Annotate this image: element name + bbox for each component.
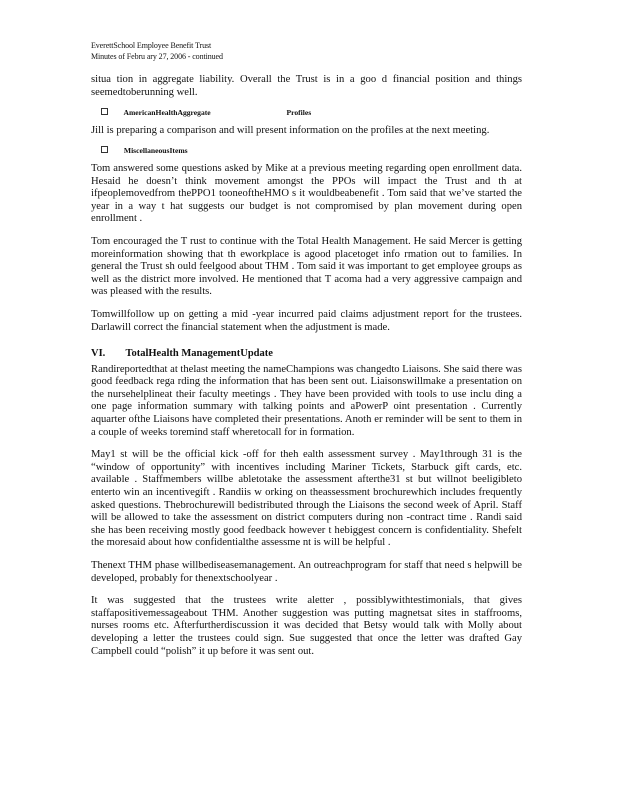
checkbox-bullet-icon [101,146,108,153]
paragraph-profiles: Jill is preparing a comparison and will present information on the profiles at the next meeting. [91,124,490,136]
paragraph-open-enrollment: Tom answered some questions asked by Mike at a previous meeting regarding open enrollment data. Hesaid he doesn’t think movement amongst the PPOs will impact the Trust and th at ifpeoplemovedfrom thePPO1 tooneoftheHMO s it wouldbeabenefit . Tom said that we’ve started the year in a way t hat suggests our budget is not compromised by plan movement during open enrollment . [91,162,522,225]
subheading-label: MiscellaneousItems [123,146,188,156]
section-heading [91,348,522,361]
header-line-2: Minutes of Febru ary 27, 2006 - continued [91,52,223,61]
paragraph-claims-adjustment: Tomwillfollow up on getting a mid -year incurred paid claims adjustment report for the trustees. Darlawill correct the financial statement when the adjustment is made. [91,308,522,333]
paragraph-liaisons: Randireportedthat at thelast meeting the nameChampions was changedto Liaisons. She said there was good feedback rega rding the information that has been sent out. Liaisonswillmake a presentation on the nursehelplineat their faculty meetings . They have been provided with tools to use inclu ding a one page information summary with talking points and aPowerP oint presentation . Currently aquarter ofthe Liaisons have completed their presentations. Anoth er reminder will be sent to them in a couple of weeks toremind staff wheretocall for in formation. [91,363,522,438]
subheading-label: AmericanHealthAggregate [123,108,211,118]
document-body [91,74,522,668]
paragraph-financial-position: situa tion in aggregate liability. Overall the Trust is in a goo d financial position and things seemedtoberunning well. [91,74,522,98]
subheading-label-2: Profiles [286,108,312,118]
section-title: TotalHealth ManagementUpdate [125,348,273,360]
subheading-american-health-aggregate [101,107,522,120]
subheading-miscellaneous-items [101,145,522,158]
page-header [91,40,223,62]
checkbox-bullet-icon [101,108,108,115]
paragraph-total-health-management: Tom encouraged the T rust to continue with the Total Health Management. He said Mercer is getting moreinformation showing that th eworkplace is agood placetoget info rmation out to families. In general the Trust sh ould feelgood about THM . Tom said it was important to get employee groups as well as the district more involved. He mentioned that T acoma had a very aggressive campaign and was pleased with the results. [91,235,522,298]
header-line-1: EverettSchool Employee Benefit Trust [91,41,212,50]
paragraph-health-assessment: May1 st will be the official kick -off for theh ealth assessment survey . May1through 31 is the “window of opportunity” with incentives including Mariner Tickets, Starbuck gift cards, etc. available . Staffmembers willbe abletotake the assessment afterthe31 st but willnot beeligibleto enterto win an incentivegift . Randiis w orking on theassessment brochurewhich includes frequently asked questions. Thebrochurewill bedistributed through the Liaisons the second week of April. Staff will be allowed to take the assessment on district computers during non -contract time . Randi said she has been receiving mostly good feedback however t hebiggest concern is confidentiality. Shefelt the moresaid about how confidentialthe assessme nt is will be helpful . [91,449,522,549]
paragraph-trustee-letter: It was suggested that the trustees write aletter , possiblywithtestimonials, that gives staffapositivemessageabout THM. Another suggestion was putting magnetsat sites in staffrooms, nurses rooms etc. Afterfurtherdiscussion it was decided that Betsy would talk with Molly about developing a letter the trustees could sign. Sue suggested that once the letter was drafted Gay Campbell could “polish” it up before it was sent out. [91,595,522,657]
paragraph-disease-management: Thenext THM phase willbediseasemanagement. An outreachprogram for staff that need s helpwill be developed, probably for thenextschoolyear . [91,560,522,584]
section-number: VI. [91,348,106,360]
